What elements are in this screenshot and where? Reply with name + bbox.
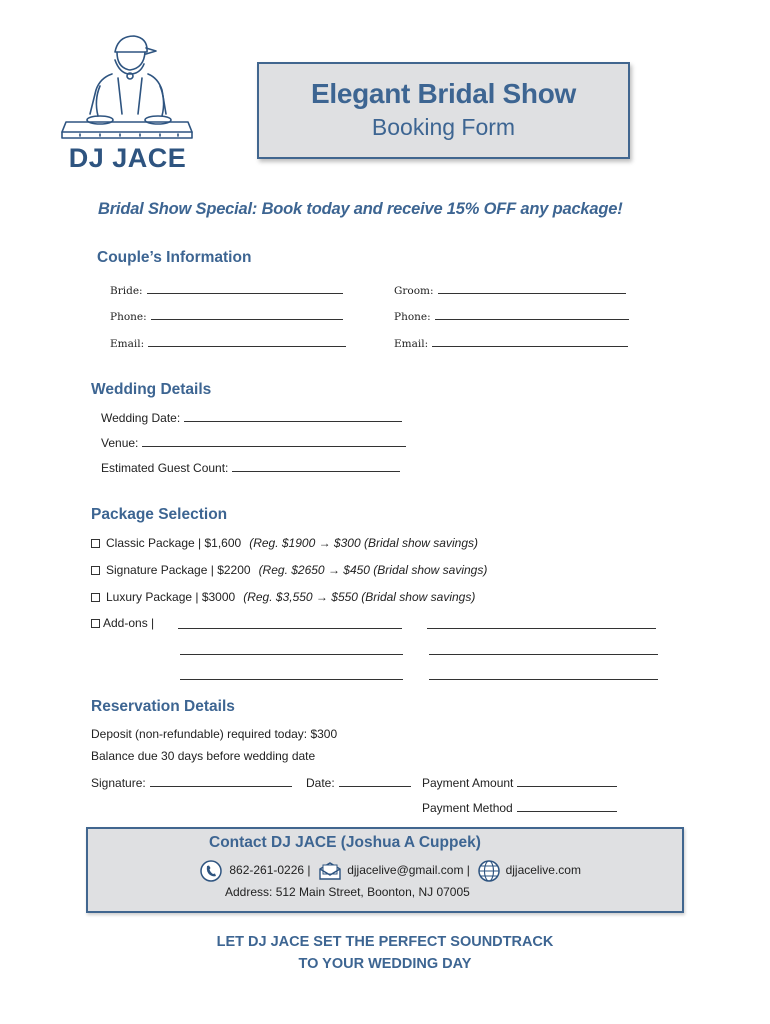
phone-icon (200, 860, 222, 882)
contact-phone[interactable]: 862-261-0226 | (229, 863, 311, 878)
venue-line[interactable] (142, 436, 406, 447)
package-option-classic[interactable] (91, 536, 478, 550)
addon-line[interactable] (427, 628, 656, 629)
bride-phone-field[interactable] (110, 309, 343, 323)
wedding-date-line[interactable] (184, 411, 402, 422)
date-field[interactable] (306, 776, 411, 790)
contact-email[interactable]: djjacelive@gmail.com | (347, 863, 470, 878)
groom-field[interactable] (394, 283, 626, 297)
groom-email-label: Email: (394, 338, 429, 350)
groom-phone-line[interactable] (435, 309, 629, 320)
date-label: Date: (306, 776, 335, 790)
contact-address: Address: 512 Main Street, Boonton, NJ 07005 (225, 885, 470, 899)
payment-amount-field[interactable] (422, 776, 617, 790)
signature-label: Signature: (91, 776, 146, 790)
groom-label: Groom: (394, 285, 434, 297)
luxury-label: Luxury Package | $3000 (106, 590, 236, 604)
promo-banner: Bridal Show Special: Book today and receive 15% OFF any package! (98, 200, 623, 218)
contact-box (86, 827, 684, 913)
dj-logo-icon (60, 30, 195, 140)
addon-line[interactable] (429, 654, 658, 655)
addon-line[interactable] (178, 628, 402, 629)
package-option-addons[interactable] (91, 616, 154, 630)
signature-field[interactable] (91, 776, 292, 790)
bride-email-label: Email: (110, 338, 145, 350)
couple-heading: Couple’s Information (97, 249, 252, 266)
guest-count-label: Estimated Guest Count: (101, 461, 229, 475)
email-icon (318, 861, 342, 881)
guest-count-field[interactable] (101, 461, 400, 475)
contact-line (200, 859, 581, 883)
bride-email-field[interactable] (110, 336, 346, 350)
groom-phone-label: Phone: (394, 311, 431, 323)
groom-email-line[interactable] (432, 336, 628, 347)
reservation-heading: Reservation Details (91, 698, 235, 715)
signature-reg: (Reg. $2650 → $450 (Bridal show savings) (258, 563, 488, 577)
bride-line[interactable] (147, 283, 343, 294)
footer-line-2: TO YOUR WEDDING DAY (298, 956, 472, 972)
wedding-heading: Wedding Details (91, 381, 212, 398)
payment-method-field[interactable] (422, 801, 617, 815)
signature-line[interactable] (150, 776, 292, 787)
guest-count-line[interactable] (232, 461, 400, 472)
wedding-date-field[interactable] (101, 411, 402, 425)
title-box (257, 62, 630, 159)
footer-line-1: LET DJ JACE SET THE PERFECT SOUNDTRACK (216, 934, 554, 950)
luxury-reg: (Reg. $3,550 → $550 (Bridal show savings) (243, 590, 476, 604)
addons-checkbox[interactable] (91, 619, 100, 628)
bride-field[interactable] (110, 283, 343, 297)
payment-amount-line[interactable] (517, 776, 617, 787)
signature-label: Signature Package | $2200 (106, 563, 251, 577)
groom-phone-field[interactable] (394, 309, 629, 323)
balance-text: Balance due 30 days before wedding date (91, 749, 316, 763)
package-heading: Package Selection (91, 506, 228, 523)
contact-website[interactable]: djjacelive.com (505, 863, 581, 878)
venue-field[interactable] (101, 436, 406, 450)
addons-label: Add-ons | (103, 616, 155, 630)
bride-phone-label: Phone: (110, 311, 147, 323)
addon-line[interactable] (180, 679, 403, 680)
groom-line[interactable] (438, 283, 626, 294)
addon-line[interactable] (429, 679, 658, 680)
venue-label: Venue: (101, 436, 139, 450)
signature-checkbox[interactable] (91, 566, 100, 575)
classic-reg: (Reg. $1900 → $300 (Bridal show savings) (249, 536, 478, 550)
wedding-date-label: Wedding Date: (101, 411, 181, 425)
payment-method-line[interactable] (517, 801, 617, 812)
classic-checkbox[interactable] (91, 539, 100, 548)
addon-line[interactable] (180, 654, 403, 655)
logo-text: DJ JACE (68, 143, 187, 173)
date-line[interactable] (339, 776, 411, 787)
classic-label: Classic Package | $1,600 (106, 536, 242, 550)
page-subtitle: Booking Form (371, 114, 516, 140)
bride-label: Bride: (110, 285, 143, 297)
globe-icon (477, 859, 501, 883)
logo (60, 30, 195, 173)
package-option-signature[interactable] (91, 563, 487, 577)
bride-email-line[interactable] (148, 336, 346, 347)
payment-amount-label: Payment Amount (422, 776, 514, 790)
page-title: Elegant Bridal Show (310, 78, 576, 109)
payment-method-label: Payment Method (422, 801, 513, 815)
luxury-checkbox[interactable] (91, 593, 100, 602)
groom-email-field[interactable] (394, 336, 628, 350)
contact-title: Contact DJ JACE (Joshua A Cuppek) (209, 834, 481, 851)
package-option-luxury[interactable] (91, 590, 475, 604)
bride-phone-line[interactable] (151, 309, 343, 320)
deposit-text: Deposit (non-refundable) required today: $300 (91, 727, 338, 741)
